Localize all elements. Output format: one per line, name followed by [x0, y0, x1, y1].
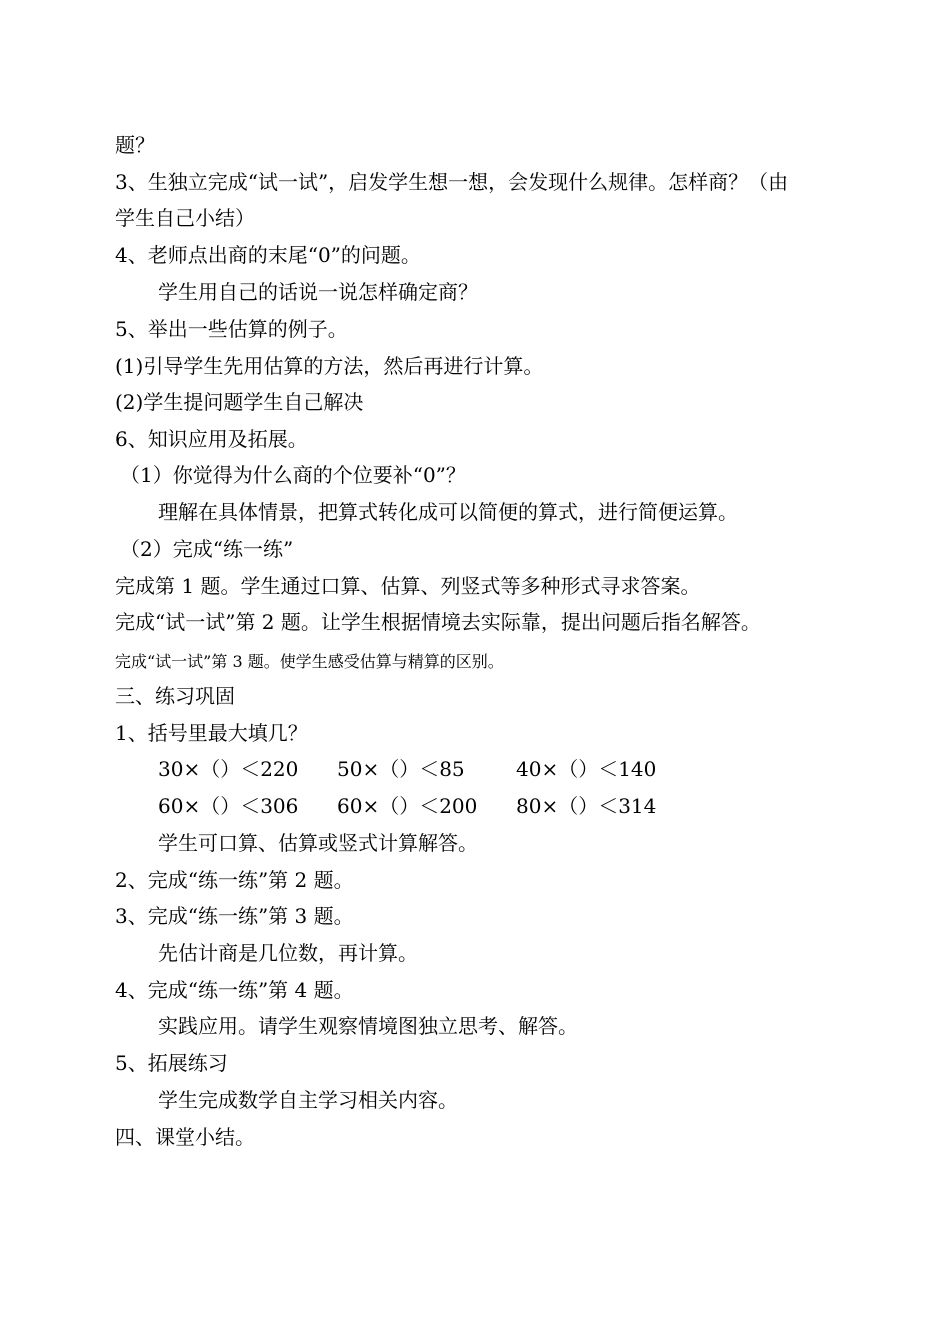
text-line-1: 题？ [115, 133, 155, 157]
text-line-8: (2)学生提问题学生自己解决 [115, 390, 364, 414]
text-line-5: 学生用自己的话说一说怎样确定商？ [158, 280, 478, 304]
exercise-item: 30×（）＜220 [158, 757, 299, 781]
text-line-6: 5、举出一些估算的例子。 [115, 317, 348, 341]
text-line-22: 4、完成“练一练”第 4 题。 [115, 978, 354, 1002]
text-line-3: 学生自己小结） [115, 206, 255, 230]
section-heading-practice: 三、练习巩固 [115, 684, 235, 708]
text-line-11: 理解在具体情景，把算式转化成可以简便的算式，进行简便运算。 [158, 500, 738, 524]
text-line-24: 5、拓展练习 [115, 1051, 228, 1075]
text-line-17: 1、括号里最大填几？ [115, 721, 308, 745]
text-line-20: 3、完成“练一练”第 3 题。 [115, 904, 354, 928]
text-line-19: 2、完成“练一练”第 2 题。 [115, 868, 354, 892]
text-line-9: 6、知识应用及拓展。 [115, 427, 308, 451]
text-line-7: (1)引导学生先用估算的方法，然后再进行计算。 [115, 354, 544, 378]
text-line-18: 学生可口算、估算或竖式计算解答。 [158, 831, 478, 855]
text-line-12: （2）完成“练一练” [120, 537, 294, 561]
exercise-item: 50×（）＜85 [337, 757, 465, 781]
exercise-item: 40×（）＜140 [516, 757, 657, 781]
text-line-10: （1）你觉得为什么商的个位要补“0”？ [120, 463, 466, 487]
text-line-13: 完成第 1 题。学生通过口算、估算、列竖式等多种形式寻求答案。 [115, 574, 701, 598]
text-line-4: 4、老师点出商的末尾“0”的问题。 [115, 243, 421, 267]
exercise-item: 60×（）＜200 [337, 794, 478, 818]
text-line-23: 实践应用。请学生观察情境图独立思考、解答。 [158, 1014, 578, 1038]
text-line-2: 3、生独立完成“试一试”，启发学生想一想，会发现什么规律。怎样商？（由 [115, 170, 789, 194]
exercise-item: 60×（）＜306 [158, 794, 299, 818]
text-line-21: 先估计商是几位数，再计算。 [158, 941, 418, 965]
exercise-item: 80×（）＜314 [516, 794, 657, 818]
text-line-15: 完成“试一试”第 3 题。使学生感受估算与精算的区别。 [115, 652, 504, 671]
text-line-14: 完成“试一试”第 2 题。让学生根据情境去实际靠，提出问题后指名解答。 [115, 610, 761, 634]
text-line-25: 学生完成数学自主学习相关内容。 [158, 1088, 458, 1112]
section-heading-summary: 四、课堂小结。 [115, 1125, 255, 1149]
